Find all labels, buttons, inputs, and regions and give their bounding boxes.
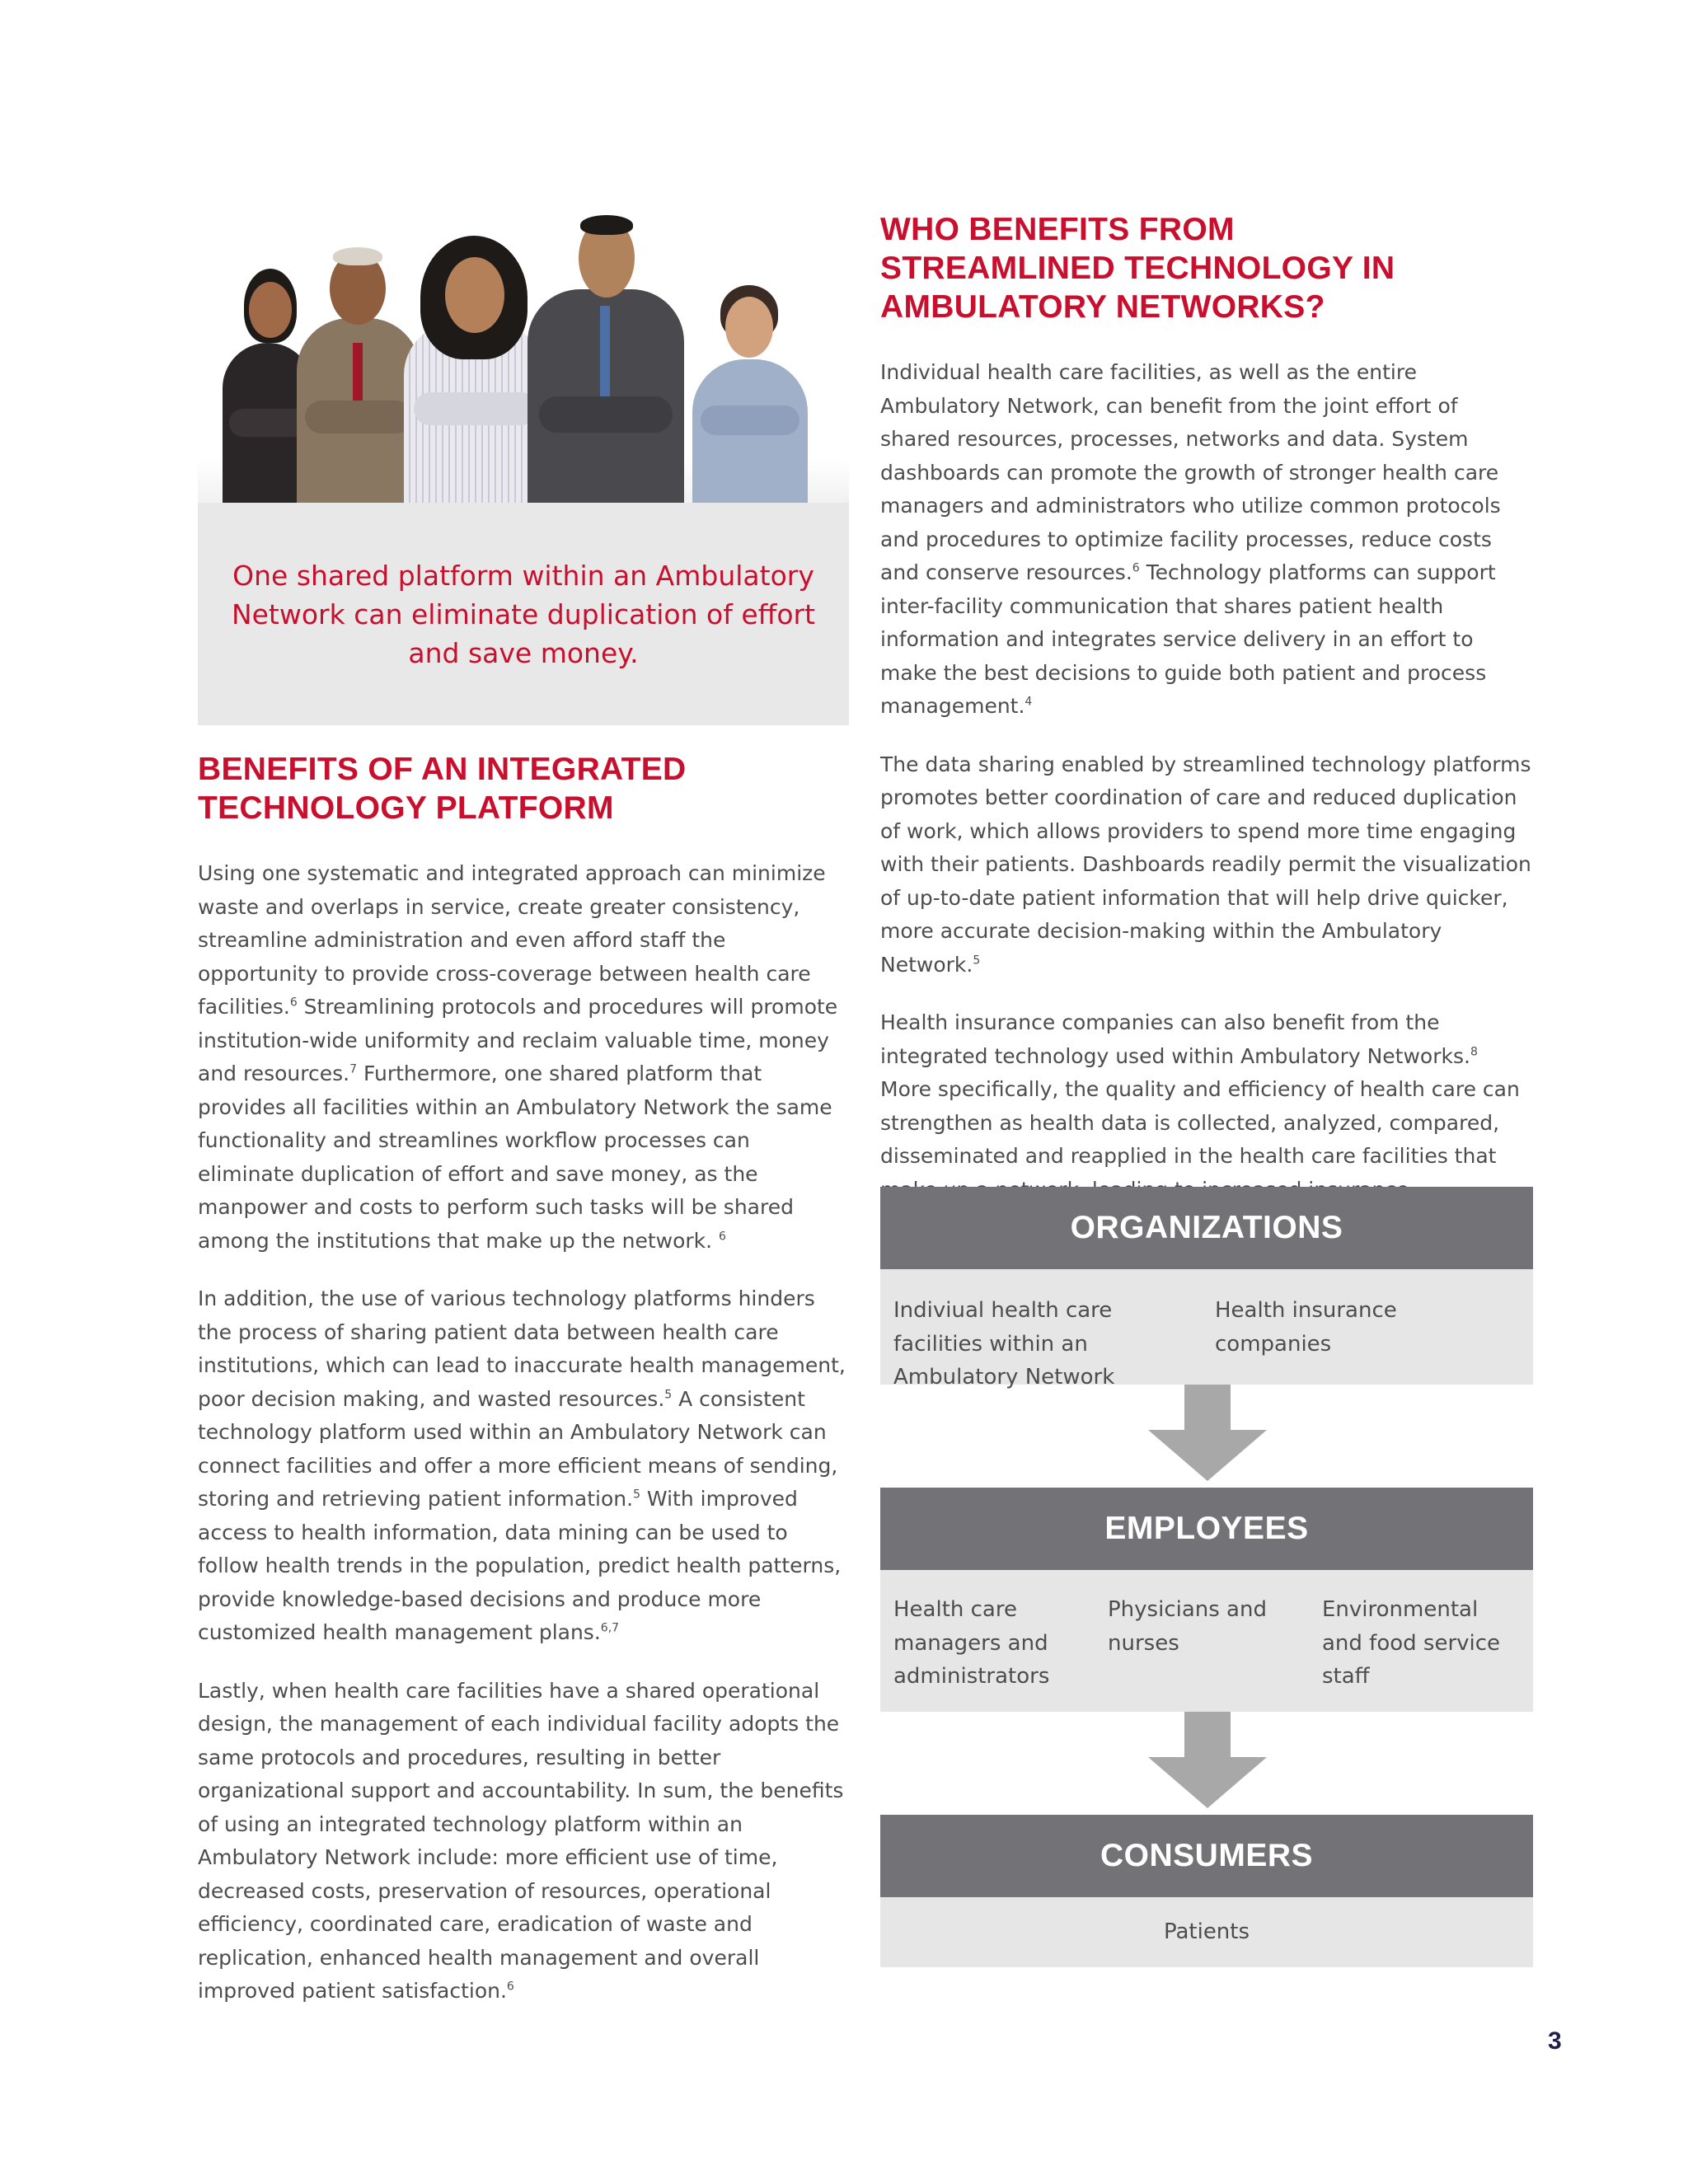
heading-line: TECHNOLOGY PLATFORM <box>198 790 614 826</box>
down-arrow-icon <box>880 1385 1533 1488</box>
employee-item: Environmental and food service staff <box>1322 1597 1501 1689</box>
organizations-box <box>880 1269 1533 1390</box>
team-photo <box>198 210 849 503</box>
paragraph: Lastly, when health care facilities have a shared operational design, the management of each individual facility adopts the same protocols and procedures, resulting in better organizational support and accountability. In sum, the benefits of using an integrated technology platform within an Ambulatory Network include: more efficient use of time, decreased costs, preservation of resources, operational efficiency, coordinated care, eradication of waste and replication, enhanced health management and overall improved patient satisfaction.$^6$ <box>198 1678 844 2003</box>
employees-box <box>880 1570 1533 1712</box>
paragraph: In addition, the use of various technology platforms hinders the process of sharing patient data between health care institutions, which can lead to inaccurate health management, poor decision making, and wasted resources.$^5$ A consistent technology platform used within an Ambulatory Network can connect facilities and offer a more efficient means of sending, storing and retrieving patient information.$^5$ With improved access to health information, data mining can be used to follow health trends in the population, predict health patterns, provide knowledge-based decisions and produce more customized health management plans.$^{6,7}$ <box>198 1286 846 1644</box>
organizations-header: ORGANIZATIONS <box>880 1187 1533 1269</box>
stakeholder-flow-diagram <box>880 1187 1533 1967</box>
heading-line: BENEFITS OF AN INTEGRATED <box>198 752 687 787</box>
pull-quote-box <box>198 503 849 725</box>
left-column <box>198 210 849 2008</box>
pull-quote: One shared platform within an Ambulatory Network can eliminate duplication of effort and save money. <box>231 559 816 669</box>
person-figure <box>692 285 808 503</box>
consumer-item: Patients <box>1163 1919 1250 1945</box>
person-figure <box>528 215 684 503</box>
paragraph: Individual health care facilities, as well as the entire Ambulatory Network, can benefit from the joint effort of shared resources, processes, networks and data. System dashboards can promote the growth of stronger health care managers and administrators who utilize common protocols and procedures to optimize facility processes, reduce costs and conserve resources.$^6$ Technology platforms can support inter-facility communication that shares patient health information and integrates service delivery in an effort to make the best decisions to guide both patient and process management.$^4$ <box>880 360 1501 718</box>
consumers-header: CONSUMERS <box>880 1815 1533 1897</box>
employee-item: Health care managers and administrators <box>893 1597 1050 1689</box>
right-column <box>880 210 1533 1240</box>
down-arrow-icon <box>880 1712 1533 1815</box>
section-heading-who-benefits <box>880 210 1533 326</box>
heading-line: WHO BENEFITS FROM <box>880 212 1235 247</box>
heading-line: AMBULATORY NETWORKS? <box>880 289 1325 325</box>
employees-header: EMPLOYEES <box>880 1488 1533 1570</box>
section-heading-benefits <box>198 750 849 827</box>
page-number: 3 <box>1548 2027 1562 2055</box>
heading-line: STREAMLINED TECHNOLOGY IN <box>880 251 1395 286</box>
employee-item: Physicians and nurses <box>1108 1597 1267 1656</box>
consumers-box <box>880 1897 1533 1967</box>
person-figure <box>297 244 420 503</box>
person-figure <box>404 236 544 503</box>
paragraph: Using one systematic and integrated approach can minimize waste and overlaps in service, create greater consistency, streamline administration and even afford staff the opportunity to provide cross-coverage between health care facilities.$^6$ Streamlining protocols and procedures will promote institution-wide uniformity and reclaim valuable time, money and resources.$^7$ Furthermore, one shared platform that provides all facilities within an Ambulatory Network the same functionality and streamlines workflow processes can eliminate duplication of effort and save money, as the manpower and costs to perform such tasks will be shared among the institutions that make up the network. $^6$ <box>198 861 838 1253</box>
paragraph: Health insurance companies can also benefit from the integrated technology used within Ambulatory Networks.$^8$ More specifically, the quality and efficiency of health care can strengthen as health data is collected, analyzed, compared, disseminated and reapplied in the health care facilities that <box>880 1010 1520 1168</box>
organization-item: Health insurance companies <box>1215 1298 1397 1357</box>
paragraph: The data sharing enabled by streamlined technology platforms promotes better coordination of care and reduced duplication of work, which allows providers to spend more time engaging with their patients. Dashboards readily permit the visualization of up-to-date patient information that will help drive quicker, more accurate decision-making within the Ambulatory Network.$^5$ <box>880 752 1531 977</box>
organization-item: Indiviual health care facilities within an Ambulatory Network <box>893 1298 1115 1390</box>
